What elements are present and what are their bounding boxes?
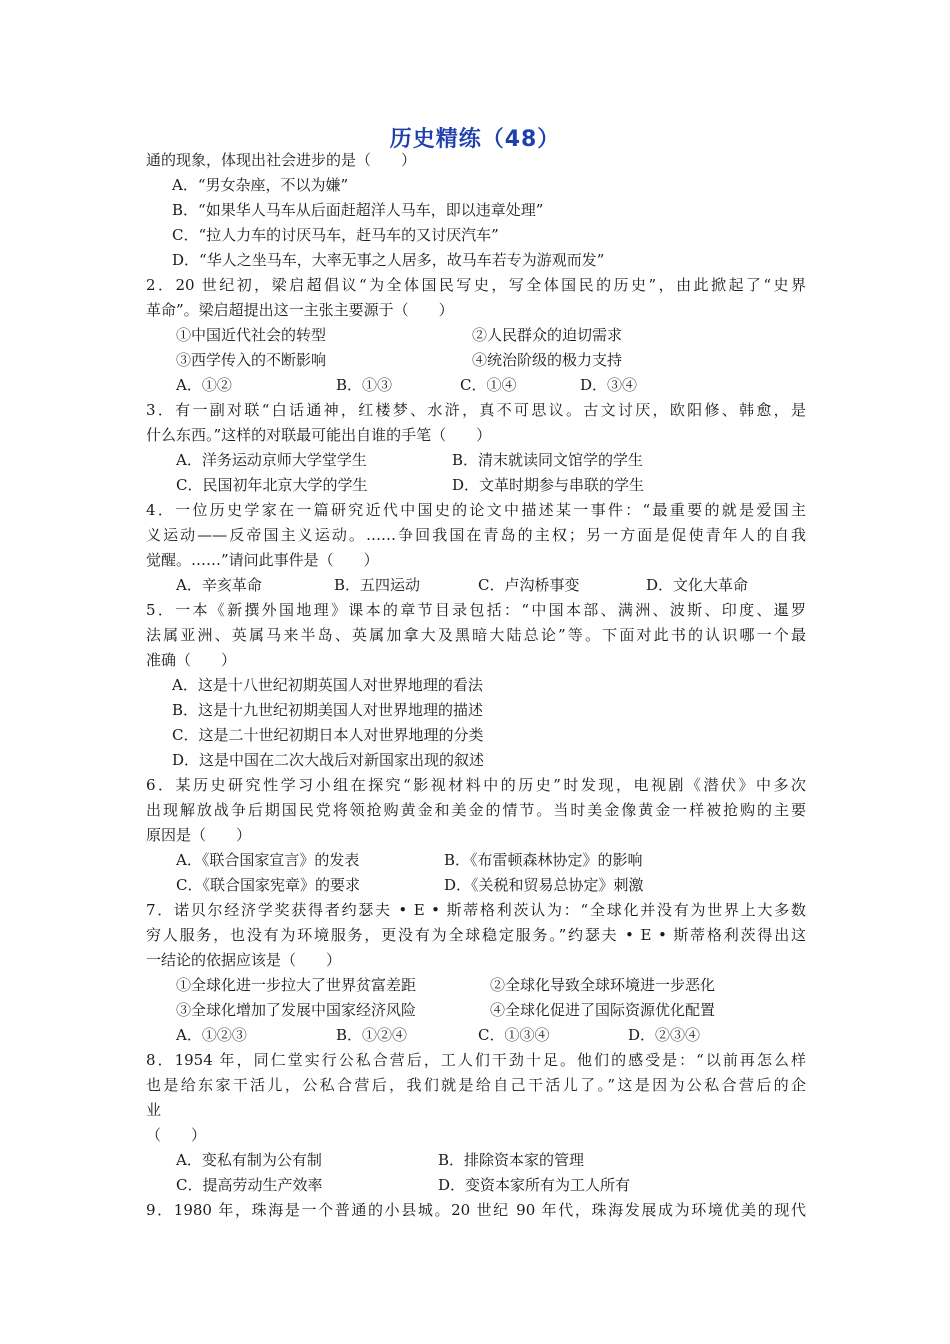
option-item: C．卢沟桥事变 (478, 576, 580, 594)
question-line: 9．1980 年，珠海是一个普通的小县城。20 世纪 90 年代，珠海发展成为环境优美的现代 (146, 1201, 806, 1219)
question-line: 一结论的依据应该是（ ） (146, 951, 342, 969)
option-line: D．“华人之坐马车，大率无事之人居多，故马车若专为游观而发” (172, 251, 605, 269)
question-line: 觉醒。……”请问此事件是（ ） (146, 551, 379, 569)
option-item: C．《联合国家宪章》的要求 (176, 876, 360, 894)
option-item: B．①②④ (336, 1026, 408, 1044)
option-line: C．这是二十世纪初期日本人对世界地理的分类 (172, 726, 484, 744)
option-line: C．“拉人力车的讨厌马车，赶马车的又讨厌汽车” (172, 226, 499, 244)
statement-item: ②人民群众的迫切需求 (472, 326, 623, 344)
statement-item: ③全球化增加了发展中国家经济风险 (176, 1001, 417, 1019)
option-item: D．②③④ (628, 1026, 701, 1044)
option-item: A．变私有制为公有制 (176, 1151, 322, 1169)
statement-item: ④统治阶级的极力支持 (472, 351, 623, 369)
option-item: A．辛亥革命 (176, 576, 262, 594)
question-line: 业 (146, 1101, 162, 1119)
option-item: D．文化大革命 (646, 576, 749, 594)
answer-bracket: （ ） (146, 1126, 207, 1144)
question-line: 7．诺贝尔经济学奖获得者约瑟夫 • E • 斯蒂格利茨认为：“全球化并没有为世界上大多数 (146, 901, 806, 919)
question-line: 4．一位历史学家在一篇研究近代中国史的论文中描述某一事件：“最重要的就是爱国主 (146, 501, 806, 519)
question-line: 通的现象，体现出社会进步的是（ ） (146, 151, 417, 169)
question-line: 6．某历史研究性学习小组在探究“影视材料中的历史”时发现，电视剧《潜伏》中多次 (146, 776, 806, 794)
option-item: D．变资本家所有为工人所有 (438, 1176, 631, 1194)
option-item: B．排除资本家的管理 (438, 1151, 585, 1169)
option-item: C．①③④ (478, 1026, 550, 1044)
statement-item: ③西学传入的不断影响 (176, 351, 327, 369)
option-item: A．洋务运动京师大学堂学生 (176, 451, 367, 469)
option-item: A．①② (176, 376, 232, 394)
question-line: 2．20 世纪初，梁启超倡议“为全体国民写史，写全体国民的历史”，由此掀起了“史界 (146, 276, 806, 294)
question-line: 什么东西。”这样的对联最可能出自谁的手笔（ ） (146, 426, 492, 444)
option-item: D．③④ (580, 376, 638, 394)
option-item: C．①④ (460, 376, 517, 394)
question-line: 也是给东家干活儿，公私合营后，我们就是给自己干活儿了。”这是因为公私合营后的企 (146, 1076, 806, 1094)
statement-item: ②全球化导致全球环境进一步恶化 (490, 976, 716, 994)
question-line: 革命”。梁启超提出这一主张主要源于（ ） (146, 301, 454, 319)
option-line: D．这是中国在二次大战后对新国家出现的叙述 (172, 751, 485, 769)
question-line: 5．一本《新撰外国地理》课本的章节目录包括：“中国本部、满洲、波斯、印度、暹罗 (146, 601, 806, 619)
question-line: 准确（ ） (146, 651, 237, 669)
question-line: 8．1954 年，同仁堂实行公私合营后，工人们干劲十足。他们的感受是：“以前再怎么样 (146, 1051, 806, 1069)
option-item: D．文革时期参与串联的学生 (452, 476, 645, 494)
option-item: A．《联合国家宣言》的发表 (176, 851, 360, 869)
option-item: A．①②③ (176, 1026, 247, 1044)
option-line: A．这是十八世纪初期英国人对世界地理的看法 (172, 676, 483, 694)
question-line: 出现解放战争后期国民党将领抢购黄金和美金的情节。当时美金像黄金一样被抢购的主要 (146, 801, 806, 819)
option-item: B．五四运动 (334, 576, 421, 594)
question-line: 法属亚洲、英属马来半岛、英属加拿大及黑暗大陆总论”等。下面对此书的认识哪一个最 (146, 626, 806, 644)
option-line: B．“如果华人马车从后面赶超洋人马车，即以违章处理” (172, 201, 544, 219)
option-item: C．提高劳动生产效率 (176, 1176, 323, 1194)
option-item: B．①③ (336, 376, 393, 394)
statement-item: ①中国近代社会的转型 (176, 326, 327, 344)
statement-item: ①全球化进一步拉大了世界贫富差距 (176, 976, 417, 994)
option-item: B．《布雷顿森林协定》的影响 (444, 851, 643, 869)
page-title: 历史精练（48） (389, 127, 561, 152)
option-item: C．民国初年北京大学的学生 (176, 476, 368, 494)
option-item: D．《关税和贸易总协定》刺激 (444, 876, 644, 894)
question-line: 义运动——反帝国主义运动。……争回我国在青岛的主权；另一方面是促使青年人的自我 (146, 526, 806, 544)
statement-item: ④全球化促进了国际资源优化配置 (490, 1001, 716, 1019)
question-line: 3．有一副对联“白话通神，红楼梦、水浒，真不可思议。古文讨厌，欧阳修、韩愈，是 (146, 401, 806, 419)
question-line: 原因是（ ） (146, 826, 252, 844)
option-line: B．这是十九世纪初期美国人对世界地理的描述 (172, 701, 484, 719)
option-line: A．“男女杂座，不以为嫌” (172, 176, 349, 194)
question-line: 穷人服务，也没有为环境服务，更没有为全球稳定服务。”约瑟夫 • E • 斯蒂格利茨得出这 (146, 926, 806, 944)
option-item: B．清末就读同文馆学的学生 (452, 451, 644, 469)
